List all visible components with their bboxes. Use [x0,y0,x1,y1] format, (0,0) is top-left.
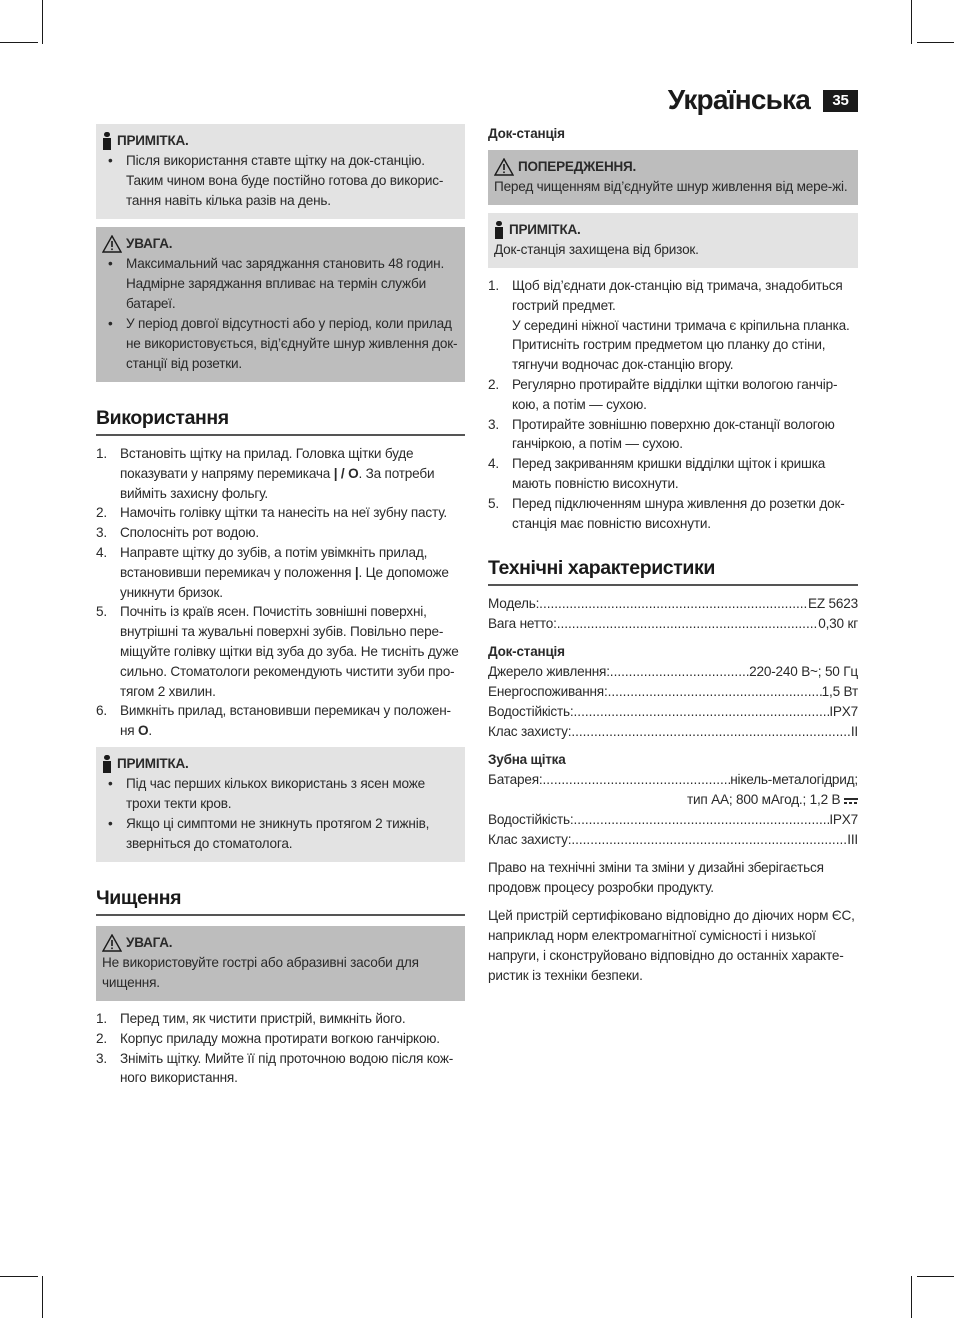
spec-list-dock [488,662,858,742]
dock-steps [488,276,858,533]
spec-row: Джерело живлення: ..... 220-240 В~; 50 Гц [488,662,858,682]
caution-text: Не використовуйте гострі або абразивні засоби для чищення. [102,954,419,990]
warning-icon [494,158,514,176]
dock-heading: Док-станція [488,126,565,141]
list-item: 5. Перед підключенням шнура живлення до розетки док-станція має повністю висохнути. [488,495,845,531]
cleaning-steps [96,1009,465,1088]
section-title-cleaning: Чищення [96,887,465,916]
dc-current-icon [844,797,858,805]
section-title-usage: Використання [96,407,465,436]
crop-mark [911,1276,912,1318]
spec-row: Батарея: ..... нікель-металогідрид; [488,770,858,790]
list-item: 6. Вимкніть прилад, встановивши перемикач у положен-ня O. [96,703,451,739]
spec-row: Водостійкість: ..... IPX7 [488,810,858,830]
spec-row-continued: тип AA; 800 мАгод.; 1,2 В [488,790,858,810]
note-box [488,213,858,268]
spec-list-brush [488,770,858,850]
note-title: ПРИМІТКА. [494,220,852,240]
list-item: 4. Направте щітку до зубів, а потім увімкніть прилад, встановивши перемикач у положення |. Це допоможе уникнути бризок. [96,544,449,600]
crop-mark [917,1276,954,1277]
list-item: 2. Намочіть голівку щітки та нанесіть на неї зубну пасту. [96,505,448,521]
crop-mark [911,0,912,44]
spec-row: Клас захисту: ..... II [488,722,858,742]
list-item: 3. Сполосніть рот водою. [96,525,259,541]
spec-row: Модель: ..... EZ 5623 [488,594,858,614]
info-icon [102,132,113,150]
list-item: 3. Зніміть щітку. Мийте її під проточною водою після кож-ного використання. [96,1050,454,1086]
usage-steps [96,444,465,741]
list-item: • У період довгої відсутності або у період, коли прилад не використовується, від’єднуйте шнур живлення док-станції від розетки. [102,314,459,374]
note-title: ПРИМІТКА. [102,754,459,774]
crop-mark [42,0,43,44]
paragraph: Право на технічні зміни та зміни у дизайні зберігається продовж процесу розробки продукту. [488,860,824,896]
page-title: Українська [667,84,810,115]
crop-mark [0,42,38,43]
spec-row: Вага нетто: ..... 0,30 кг [488,614,858,634]
caution-title: УВАГА. [102,933,459,953]
list-item: 4. Перед закриванням кришки відділки щіток і кришка мають повністю висохнути. [488,456,826,491]
left-column [96,124,465,1088]
section-title-specs: Технічні характеристики [488,557,858,586]
list-item: • Якщо ці симптоми не зникнуть протягом 2 тижнів, зверніться до стоматолога. [102,814,459,854]
list-item: 1. Щоб від’єднати док-станцію від тримача, знадобиться гострий предмет. У середині ніжної частини тримача є кріпильна планка. Притисніть гострим предметом цю планку до стіни, тягнучи водночас док-станцію вгору. [488,278,850,373]
warning-box [488,150,858,205]
list-item: • Максимальний час заряджання становить 48 годин. Надмірне заряджання впливає на термін служби батареї. [102,254,459,314]
caution-box [96,227,465,382]
list-item: 1. Перед тим, як чистити пристрій, вимкніть його. [96,1010,406,1026]
spec-row: Водостійкість: ..... IPX7 [488,702,858,722]
warning-icon [102,235,122,253]
note-box [96,124,465,219]
spec-list-general [488,594,858,634]
note-box [96,747,465,862]
right-column [488,124,858,994]
spec-row: Клас захисту: ..... III [488,830,858,850]
spec-row: Енергоспоживання: ..... 1,5 Вт [488,682,858,702]
caution-title: УВАГА. [102,234,459,254]
crop-mark [42,1276,43,1318]
list-item: 1. Встановіть щітку на прилад. Головка щітки буде показувати у напряму перемикача | / O. За потреби вийміть захисну фольгу. [96,446,435,501]
info-icon [494,221,505,239]
list-item: 2. Регулярно протирайте відділки щітки вологою ганчір-кою, а потім — сухою. [488,376,838,412]
list-item: 5. Почніть із країв ясен. Почистіть зовнішні поверхні, внутрішні та жувальні поверхні зубів. Повільно пере-міщуйте голівку щітки від зуба до зуба. Не тисніть дуже сильно. Стоматологи рекомендують чистити зуби про-тягом 2 хвилин. [96,604,459,699]
warning-text: Перед чищенням від’єднуйте шнур живлення від мере-жі. [494,179,848,194]
paragraph: Цей пристрій сертифіковано відповідно до діючих норм ЄС, наприклад норм електромагнітної сумісності і низької напруги, і сконструйовано відповідно до останніх характе-ристик із техніки безпеки. [488,908,855,984]
list-item: 2. Корпус приладу можна протирати вогкою ганчіркою. [96,1030,440,1046]
note-title: ПРИМІТКА. [102,131,459,151]
crop-mark [0,1276,38,1277]
info-icon [102,755,113,773]
page-number: 35 [823,90,858,112]
spec-brush-heading: Зубна щітка [488,752,566,768]
warning-title: ПОПЕРЕДЖЕННЯ. [494,157,852,177]
note-text: Док-станція захищена від бризок. [494,242,699,257]
list-item: • Під час перших кількох використань з ясен може трохи текти кров. [102,774,459,814]
crop-mark [917,42,954,43]
caution-box [96,926,465,1001]
list-item: 3. Протирайте зовнішню поверхню док-станції вологою ганчіркою, а потім — сухою. [488,416,835,452]
warning-icon [102,934,122,952]
list-item: • Після використання ставте щітку на док-станцію. Таким чином вона буде постійно готова до викорис-тання навіть кілька разів на день. [102,151,459,211]
spec-dock-heading: Док-станція [488,644,565,660]
